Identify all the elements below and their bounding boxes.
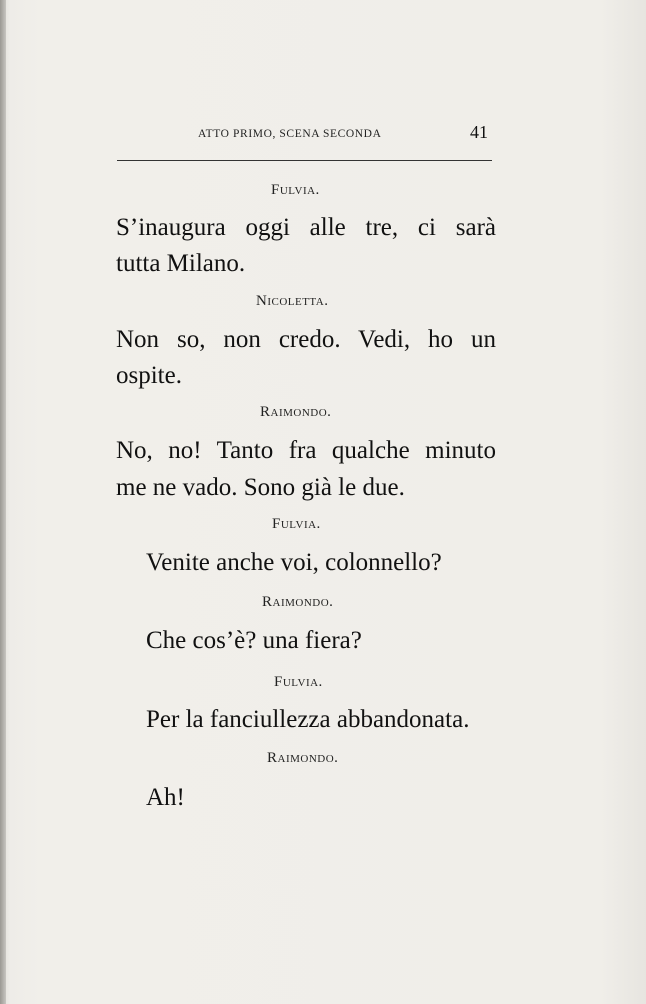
- dialogue-line: Per la fanciullezza abbandonata.: [146, 706, 470, 733]
- dialogue-line: Non so, non credo. Vedi, ho un: [116, 326, 496, 353]
- running-head: ATTO PRIMO, SCENA SECONDA: [198, 128, 382, 140]
- speaker-name: Raimondo.: [262, 594, 334, 610]
- speaker-name: Fulvia.: [271, 182, 320, 198]
- dialogue-line: Venite anche voi, colonnello?: [146, 549, 442, 576]
- dialogue-line: Che cos’è? una fiera?: [146, 627, 362, 654]
- dialogue-line: ospite.: [116, 362, 182, 389]
- header-rule: [117, 160, 492, 161]
- dialogue-line: tutta Milano.: [116, 250, 246, 277]
- dialogue-line: No, no! Tanto fra qualche minuto: [116, 437, 496, 464]
- page-spine-shadow: [0, 0, 6, 1004]
- dialogue-line: Ah!: [146, 784, 185, 811]
- dialogue-line: S’inaugura oggi alle tre, ci sarà: [116, 214, 496, 241]
- speaker-name: Raimondo.: [267, 750, 339, 766]
- dialogue-line: me ne vado. Sono già le due.: [116, 474, 405, 501]
- speaker-name: Raimondo.: [260, 404, 332, 420]
- speaker-name: Nicoletta.: [256, 293, 329, 309]
- page-number: 41: [470, 122, 488, 142]
- speaker-name: Fulvia.: [272, 516, 321, 532]
- speaker-name: Fulvia.: [274, 674, 323, 690]
